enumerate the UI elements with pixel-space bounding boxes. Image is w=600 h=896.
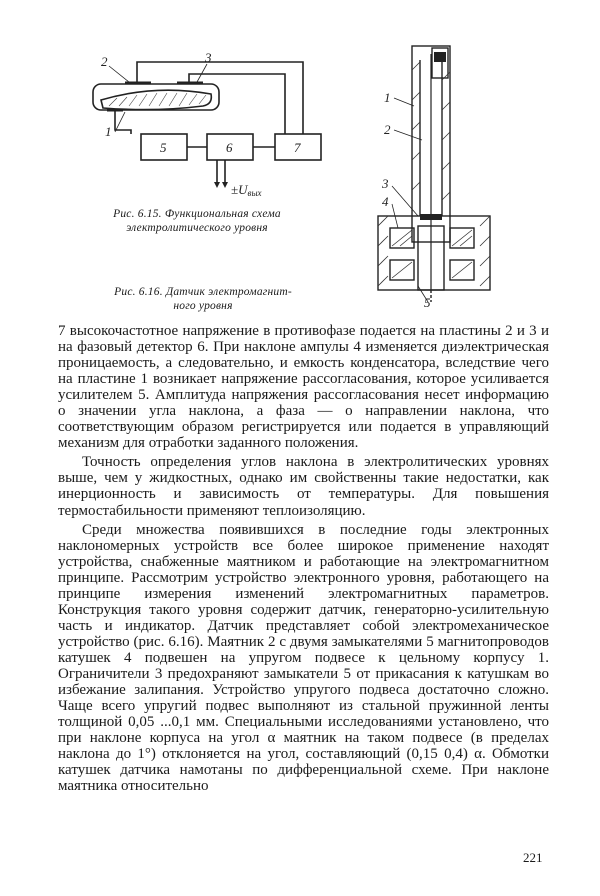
fig615-label-3: 3 — [205, 50, 212, 65]
paragraph-3: Среди множества появившихся в последние годы электронных наклономерных устройств все более широкое применение находят устройства, снабженные маятником и работающие на электромагнитном принципе. Рассмотрим устройство электронного уровня, работающего на принципе измерения изменений электромагнитных параметров. Конструкция такого уровня содержит датчик, генераторно-усилительную часть и индикатор. Датчик представляет собой электромеханическое устройство (рис. 6.16). Маятник 2 с двумя замыкателями 5 магнитопроводов катушек 4 подвешен на упругом подвесе к цельному корпусу 1. Ограничители 3 предохраняют замыкатели 5 от прикасания к катушкам во избежание залипания. Устройство упругого подвеса достаточно сложно. Чаще всего упругий подвес выполняют из стальной пружинной ленты толщиной 0,05 ...0,1 мм. Специальными исследованиями установлено, что при наклоне корпуса на угол α маятник на таком подвесе (в пределах наклона до 1°) отклоняется на угол, составляющий (0,15 0,4) α. Обмотки катушек датчика намотаны по дифференциальной схеме. При наклоне маятника относительно — [58, 521, 549, 795]
figure-6-15-diagram — [85, 48, 335, 198]
fig616-label-1: 1 — [384, 90, 391, 105]
paragraph-2: Точность определения углов наклона в электролитических уровнях выше, чем у жидкостных, однако им свойственны такие недостатки, как инерционность и зависимость от температуры. Для повышения термостабильности применяют теплоизоляцию. — [58, 454, 549, 519]
figure-6-16-diagram — [370, 40, 500, 308]
coil-body — [378, 216, 490, 290]
fig615-label-5: 5 — [160, 140, 167, 155]
body-text — [58, 323, 549, 794]
fig616-label-5: 5 — [424, 295, 431, 308]
fig615-label-6: 6 — [226, 140, 233, 155]
wire-plate2-to-7 — [137, 62, 303, 134]
fig616-label-3: 3 — [382, 176, 389, 191]
suspension-clamp — [434, 52, 446, 62]
figure-6-15-caption-line1: Рис. 6.15. Функциональная схема — [113, 208, 281, 220]
ampoule-liquid — [101, 90, 211, 109]
fig616-label-2: 2 — [384, 122, 391, 137]
figure-6-15-caption — [82, 207, 312, 235]
figure-6-16-caption-line2: ного уровня — [173, 300, 233, 312]
fig615-label-2: 2 — [101, 54, 108, 69]
page-number: 221 — [523, 850, 543, 865]
stop-3 — [420, 214, 442, 220]
figure-6-16-caption-line1: Рис. 6.16. Датчик электромагнит- — [114, 286, 292, 298]
fig615-label-7: 7 — [294, 140, 301, 155]
figure-6-15-caption-line2: электролитического уровня — [126, 222, 268, 234]
figure-6-16-caption — [88, 285, 318, 313]
fig616-label-4: 4 — [382, 194, 389, 209]
fig615-label-output: ±Uвых — [231, 182, 262, 198]
wire-plate1-to-5 — [115, 111, 131, 134]
wire-plate3-to-7 — [189, 74, 285, 134]
paragraph-1: 7 высокочастотное напряжение в противофазе подается на пластины 2 и 3 и на фазовый детектор 6. При наклоне ампулы 4 изменяется диэлектрическая проницаемость, а следовательно, и емкость конденсатора, вследствие чего на пластине 1 возникает напряжение рассогласования, которое усиливается усилителем 5. Амплитуда напряжения рассогласования несет информацию о значении угла наклона, а фаза — о направлении наклона, что соответствующим образом регистрируется или подается в управляющий механизм для отработки заданного положения. — [58, 323, 549, 452]
fig615-label-1: 1 — [105, 124, 112, 139]
